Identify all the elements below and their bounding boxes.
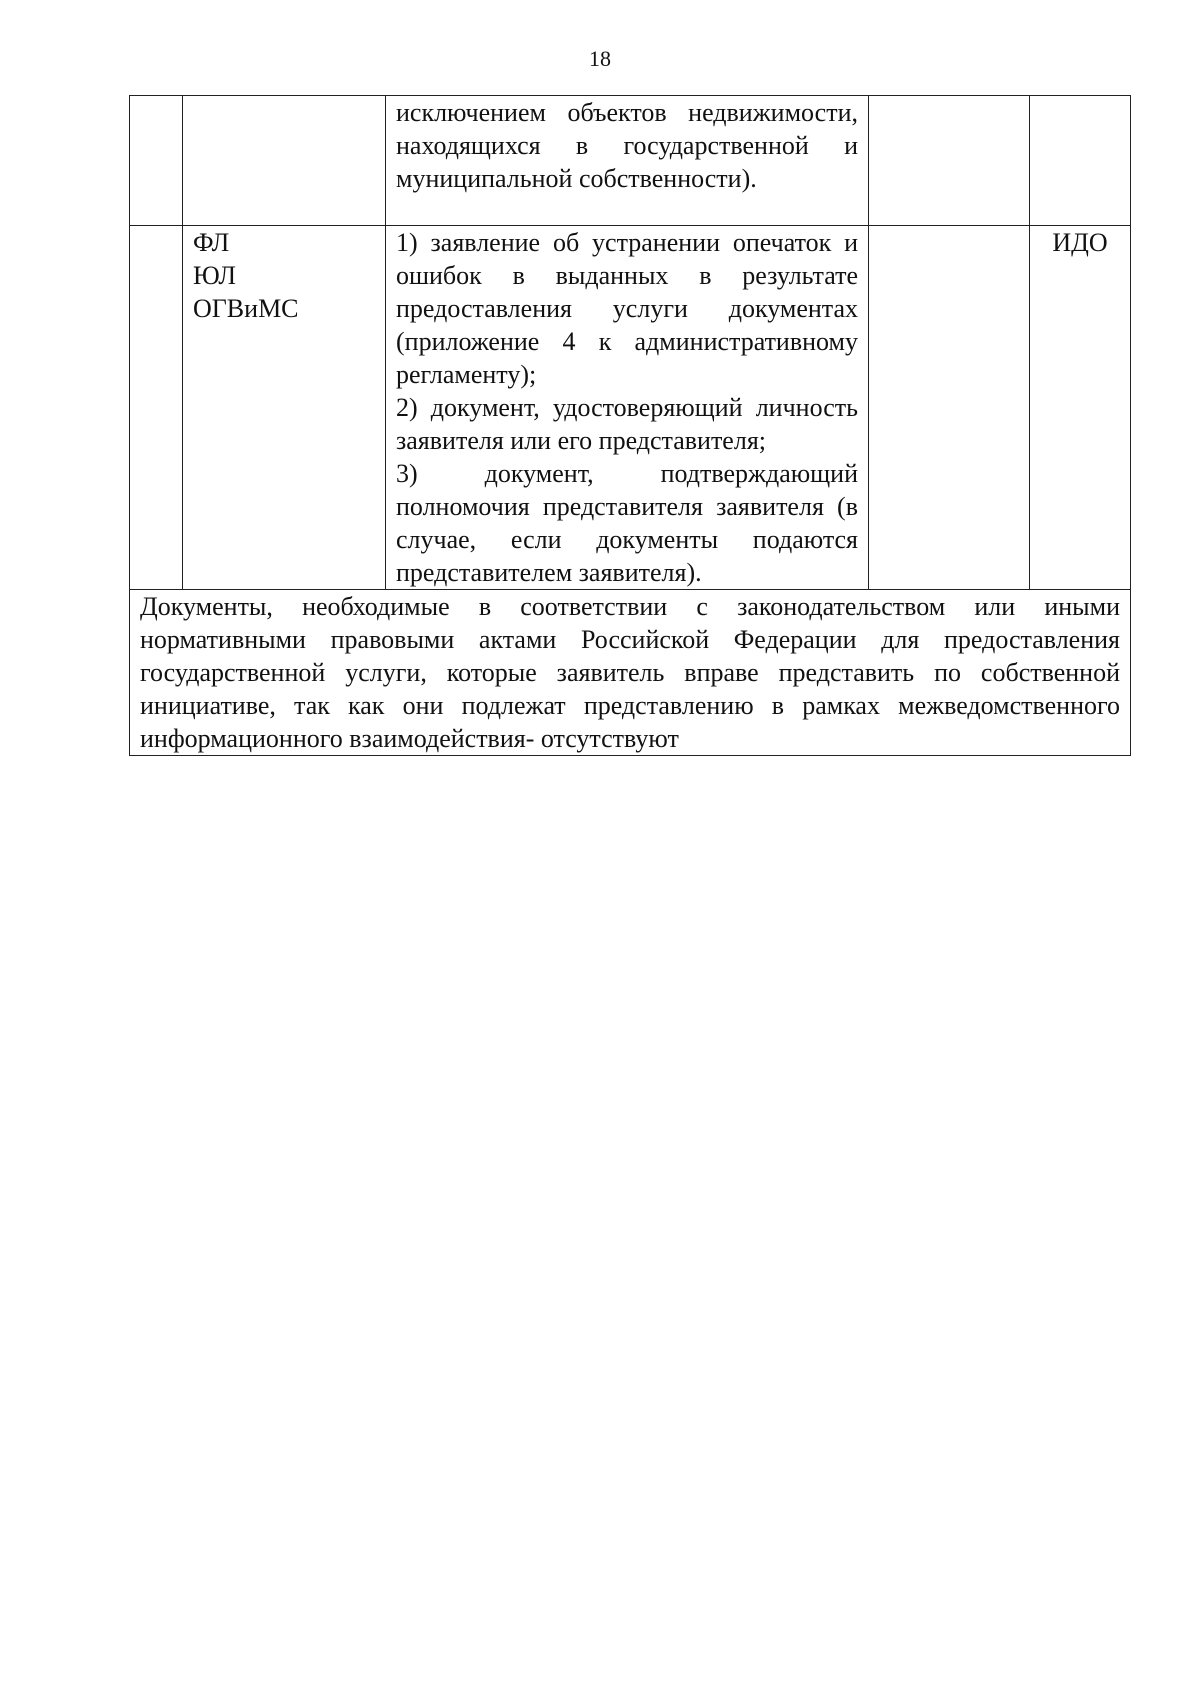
table-cell-code xyxy=(1030,96,1131,226)
document-code: ИДО xyxy=(1052,228,1108,257)
table-cell-extra xyxy=(869,96,1030,226)
table-cell-description xyxy=(386,96,869,226)
table-cell-applicants xyxy=(183,96,386,226)
page-number: 18 xyxy=(589,46,611,71)
table-cell-applicants xyxy=(183,226,386,590)
applicant-type: ФЛ xyxy=(193,228,230,257)
table-cell-documents xyxy=(386,226,869,590)
document-item: 2) документ, удостоверяющий личность заявителя или его представителя; xyxy=(396,393,858,455)
document-item: 3) документ, подтверждающий полномочия представителя заявителя (в случае, если документы подаются представителем заявителя). xyxy=(396,459,858,587)
description-text: исключением объектов недвижимости, находящихся в государственной и муниципальной собственности). xyxy=(396,98,858,193)
table-row xyxy=(130,226,1131,590)
table-cell-code xyxy=(1030,226,1131,590)
table-cell-number xyxy=(130,96,183,226)
table-footer-note: Документы, необходимые в соответствии с законодательством или иными нормативными правовыми актами Российской Федерации для предоставления государственной услуги, которые заявитель вправе представить по собственной инициативе, так как они подлежат представлению в рамках межведомственного информационного взаимодействия- отсутствуют xyxy=(130,590,1131,756)
table-cell-number xyxy=(130,226,183,590)
table-row xyxy=(130,590,1131,756)
documents-table xyxy=(129,95,1131,756)
table-cell-extra xyxy=(869,226,1030,590)
document-item: 1) заявление об устранении опечаток и ошибок в выданных в результате предоставления услуги документах (приложение 4 к административному регламенту); xyxy=(396,228,858,389)
applicant-type: ОГВиМС xyxy=(193,294,299,323)
applicant-type: ЮЛ xyxy=(193,261,237,290)
table-row xyxy=(130,96,1131,226)
